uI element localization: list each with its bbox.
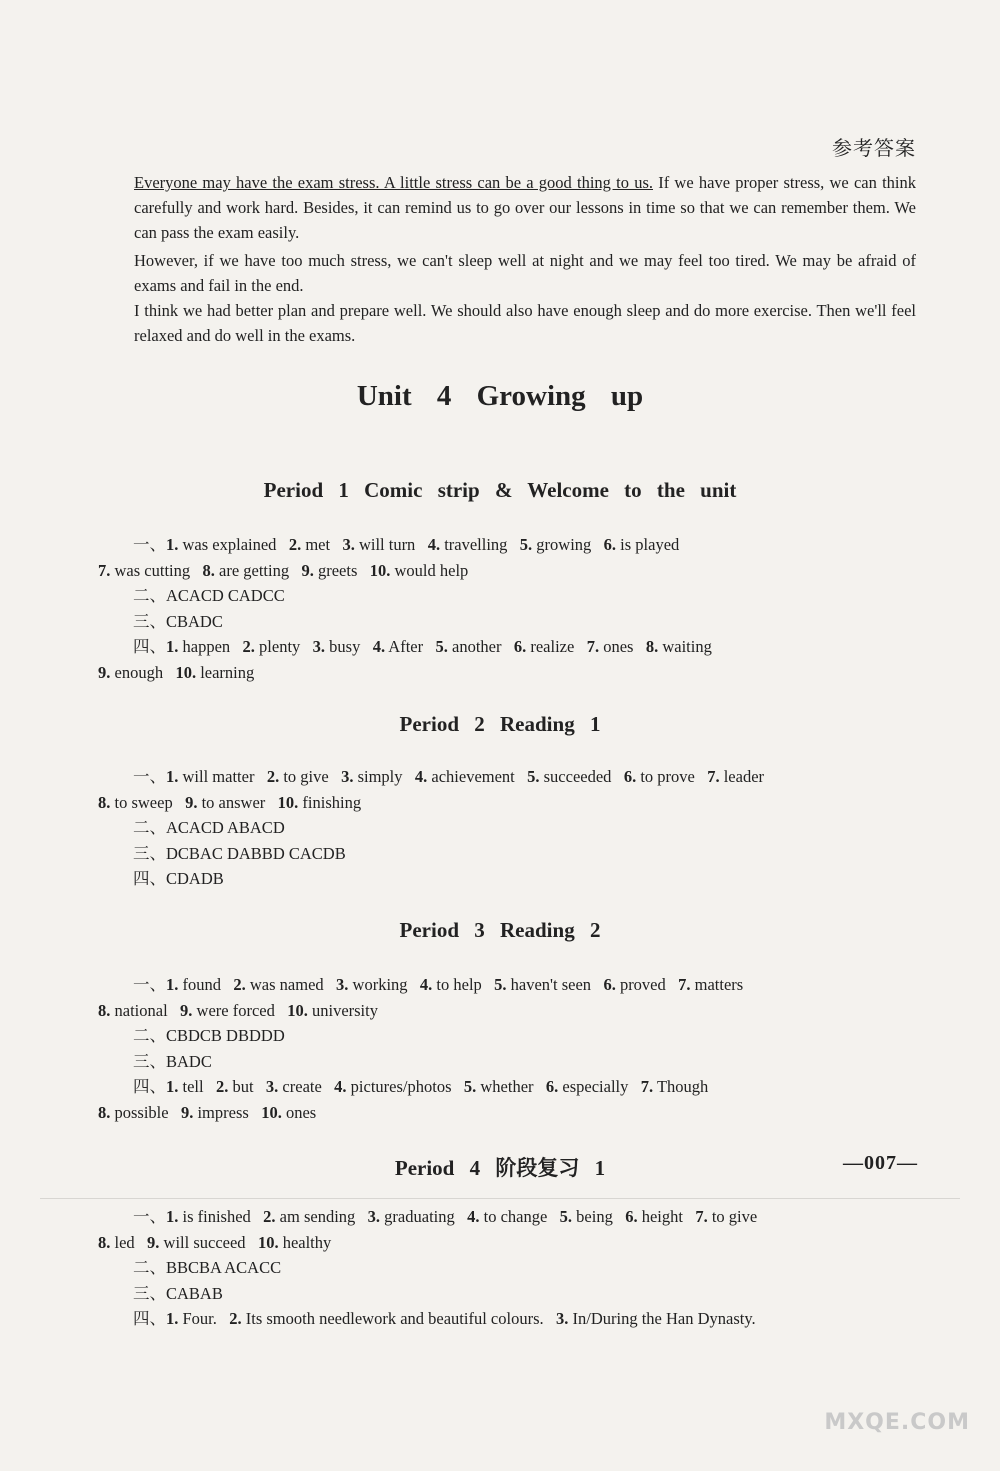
p4-s4-line1: 四、1. Four. 2. Its smooth needlework and beautiful colours. 3. In/During the Han Dynasty. (133, 1309, 756, 1328)
watermark-text: MXQE.COM (824, 1410, 970, 1435)
essay-paragraph-1 (100, 170, 916, 245)
p2-s1-line1: 一、1. will matter 2. to give 3. simply 4. achievement 5. succeeded 6. to prove 7. leader (133, 767, 765, 786)
period-3-title: Period 3 Reading 2 (399, 918, 601, 942)
period-1-title: Period 1 Comic strip & Welcome to the unit (263, 478, 737, 502)
p4-s1-line1: 一、1. is finished 2. am sending 3. graduating 4. to change 5. being 6. height 7. to give (133, 1207, 758, 1226)
p3-s4-line1: 四、1. tell 2. but 3. create 4. pictures/photos 5. whether 6. especially 7. Though (133, 1077, 709, 1096)
page-header-label: 参考答案 (832, 136, 916, 160)
divider-line (40, 1198, 960, 1199)
p1-s2: 二、ACACD CADCC (133, 586, 285, 605)
p3-s1-line1: 一、1. found 2. was named 3. working 4. to help 5. haven't seen 6. proved 7. matters (133, 975, 744, 994)
essay-p2-text: However, if we have too much stress, we can't sleep well at night and we may feel too tired. We may be afraid of exams and fail in the end. (134, 251, 916, 295)
p1-s4-line2: 9. enough 10. learning (98, 662, 255, 682)
p3-s3: 三、BADC (133, 1051, 212, 1071)
period-2-title: Period 2 Reading 1 (399, 712, 601, 736)
period-2-answers (98, 764, 898, 892)
p3-s1-line2: 8. national 9. were forced 10. university (98, 1000, 378, 1020)
p2-s3: 三、DCBAC DABBD CACDB (133, 843, 346, 863)
p4-s3: 三、CABAB (133, 1283, 223, 1303)
p1-s3: 三、CBADC (133, 611, 223, 631)
p2-s4: 四、CDADB (133, 869, 224, 888)
p1-s4-line1: 四、1. happen 2. plenty 3. busy 4. After 5. another 6. realize 7. ones 8. waiting (133, 637, 712, 656)
period-4-title: Period 4 阶段复习 1 (394, 1156, 606, 1180)
essay-paragraph-2 (100, 248, 916, 298)
essay-underlined-sentence: Everyone may have the exam stress. A little stress can be a good thing to us. (134, 173, 653, 192)
period-3-answers (98, 972, 898, 1125)
essay-p3-text: I think we had better plan and prepare well. We should also have enough sleep and do more exercise. Then we'll feel relaxed and do well in the exams. (134, 301, 916, 345)
period-1-answers (98, 532, 898, 685)
p3-s4-line2: 8. possible 9. impress 10. ones (98, 1102, 317, 1122)
p3-s2: 二、CBDCB DBDDD (133, 1026, 285, 1045)
essay-p1-rest: If we have proper stress, we can think carefully and work hard. Besides, it can remind us to go over our lessons in time so that we can remember them. We can pass the exam easily. (134, 173, 916, 242)
p2-s1-line2: 8. to sweep 9. to answer 10. finishing (98, 792, 362, 812)
p2-s2: 二、ACACD ABACD (133, 818, 285, 837)
page-number: —007— (843, 1152, 918, 1174)
period-4-answers (98, 1204, 898, 1332)
p1-s1-line2: 7. was cutting 8. are getting 9. greets 10. would help (98, 560, 469, 580)
p4-s1-line2: 8. led 9. will succeed 10. healthy (98, 1232, 332, 1252)
p4-s2: 二、BBCBA ACACC (133, 1258, 282, 1277)
essay-paragraph-3 (100, 298, 916, 348)
unit-title: Unit 4 Growing up (356, 380, 644, 412)
p1-s1-line1: 一、1. was explained 2. met 3. will turn 4. travelling 5. growing 6. is played (133, 535, 680, 554)
